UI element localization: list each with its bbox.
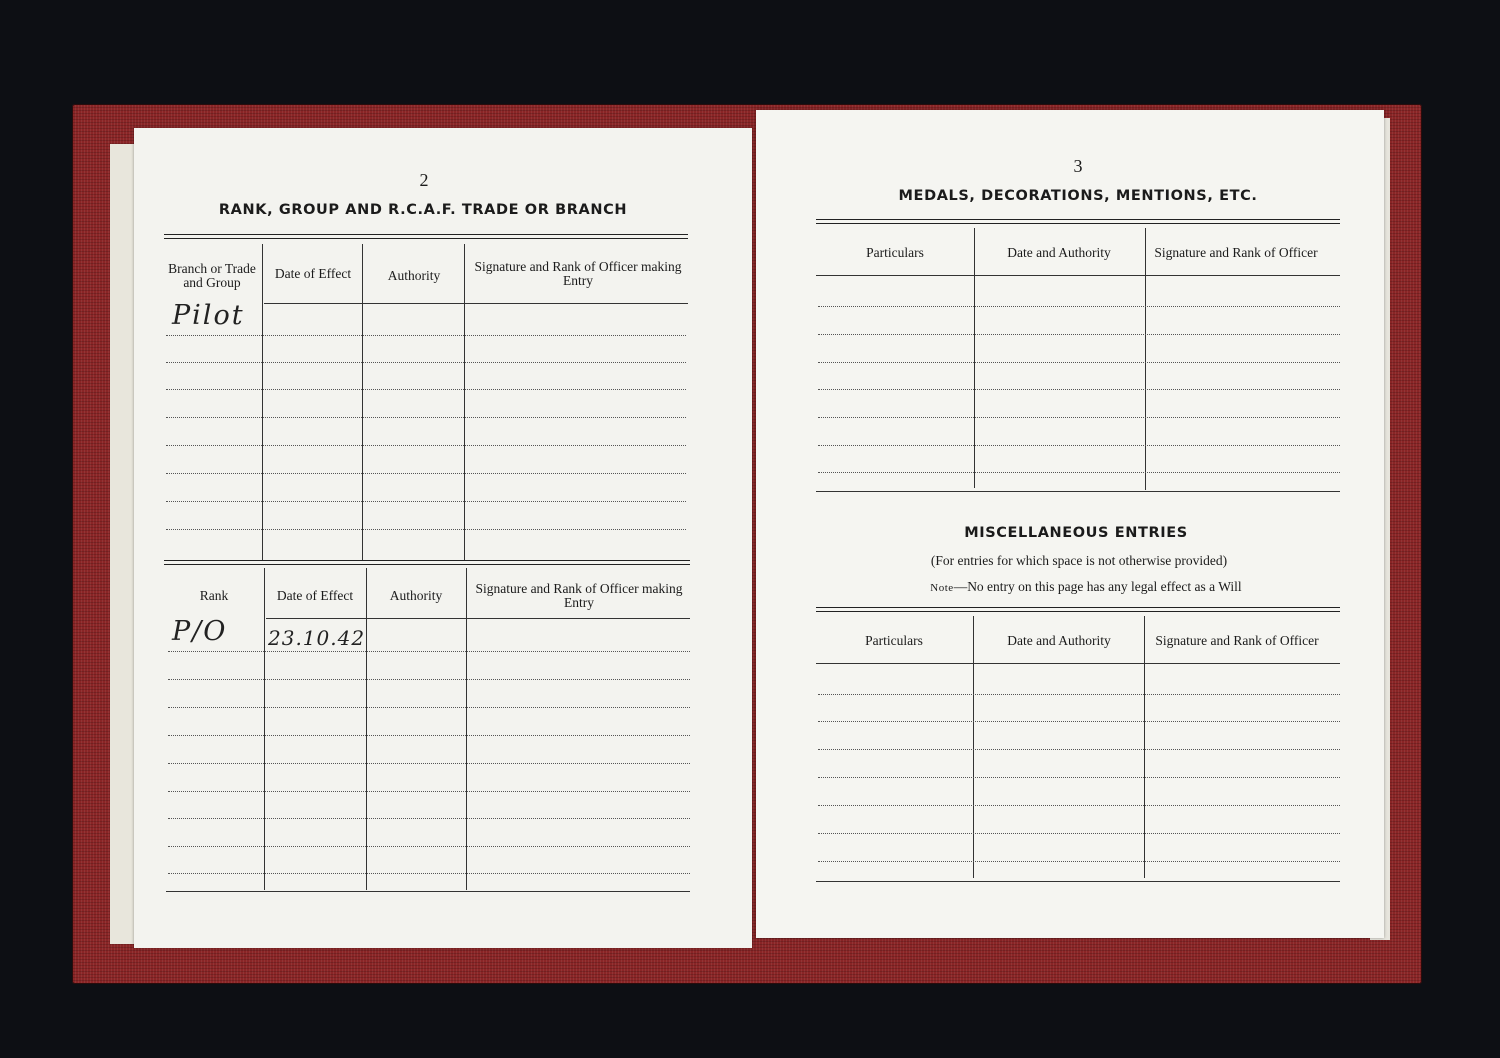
left-table1-header-signature: Signature and Rank of Officer making Entry bbox=[474, 259, 682, 288]
left-table2-header-signature: Signature and Rank of Officer making Entry bbox=[475, 581, 683, 610]
left-table2-header-date: Date of Effect bbox=[276, 588, 354, 603]
entry-line bbox=[818, 833, 1340, 834]
right-table1-header-rule bbox=[816, 275, 1340, 276]
left-table2-col-divider bbox=[466, 568, 467, 890]
left-table2-header-rule bbox=[266, 618, 690, 619]
entry-line bbox=[166, 473, 686, 474]
entry-line bbox=[818, 306, 1340, 307]
left-table2-handwritten-date: 23.10.42 bbox=[268, 626, 366, 650]
left-table2-handwritten-rank: P/O bbox=[172, 616, 228, 647]
right-table1-header-date-authority: Date and Authority bbox=[1007, 245, 1111, 260]
entry-line bbox=[168, 791, 690, 792]
entry-line bbox=[818, 417, 1340, 418]
entry-line bbox=[166, 389, 686, 390]
entry-line bbox=[168, 735, 690, 736]
right-page-heading: MEDALS, DECORATIONS, MENTIONS, ETC. bbox=[898, 188, 1258, 204]
entry-line bbox=[818, 721, 1340, 722]
right-table2-header-signature: Signature and Rank of Officer bbox=[1155, 633, 1319, 648]
misc-entries-note bbox=[816, 579, 1356, 595]
right-table2-header-date-authority: Date and Authority bbox=[1007, 633, 1111, 648]
right-table1-header-particulars: Particulars bbox=[866, 245, 924, 260]
right-table1-top-rule bbox=[816, 219, 1340, 224]
entry-line bbox=[166, 529, 686, 530]
left-table1-top-rule bbox=[164, 234, 688, 239]
left-page-heading: RANK, GROUP AND R.C.A.F. TRADE OR BRANCH bbox=[218, 202, 628, 218]
right-table1-header-signature: Signature and Rank of Officer bbox=[1154, 245, 1318, 260]
entry-line bbox=[818, 861, 1340, 862]
entry-line bbox=[818, 777, 1340, 778]
right-table1-bottom-rule bbox=[816, 491, 1340, 492]
entry-line bbox=[166, 445, 686, 446]
right-page-number: 3 bbox=[1073, 156, 1083, 176]
left-page-number: 2 bbox=[419, 170, 429, 190]
misc-entries-heading: MISCELLANEOUS ENTRIES bbox=[964, 525, 1188, 541]
note-text: —No entry on this page has any legal effect as a Will bbox=[953, 579, 1242, 594]
right-table2-top-rule bbox=[816, 607, 1340, 612]
left-table1-handwritten-branch: Pilot bbox=[172, 300, 245, 331]
left-table2-header-rank: Rank bbox=[199, 588, 229, 603]
left-table1-col-divider bbox=[464, 244, 465, 560]
left-table2-bottom-rule bbox=[166, 891, 690, 892]
entry-line bbox=[168, 679, 690, 680]
entry-line bbox=[818, 749, 1340, 750]
left-table1-header-authority: Authority bbox=[387, 268, 441, 283]
right-table1-col-divider bbox=[974, 228, 975, 488]
entry-line bbox=[168, 818, 690, 819]
entry-line bbox=[818, 472, 1340, 473]
entry-line bbox=[168, 707, 690, 708]
entry-line bbox=[818, 389, 1340, 390]
right-table2-col-divider bbox=[973, 616, 974, 878]
right-table2-header-particulars: Particulars bbox=[865, 633, 923, 648]
misc-entries-subtitle: (For entries for which space is not otherwise provided) bbox=[930, 553, 1228, 568]
left-table2-header-authority: Authority bbox=[389, 588, 443, 603]
right-table2-bottom-rule bbox=[816, 881, 1340, 882]
entry-line bbox=[166, 501, 686, 502]
entry-line bbox=[818, 694, 1340, 695]
entry-line bbox=[818, 334, 1340, 335]
entry-line bbox=[168, 846, 690, 847]
entry-line bbox=[818, 805, 1340, 806]
entry-line bbox=[168, 763, 690, 764]
right-table2-col-divider bbox=[1144, 616, 1145, 878]
entry-line bbox=[818, 362, 1340, 363]
entry-line bbox=[166, 417, 686, 418]
left-table1-col-divider bbox=[362, 244, 363, 560]
left-table1-header-branch: Branch or Trade and Group bbox=[168, 261, 256, 290]
right-table1-col-divider bbox=[1145, 228, 1146, 490]
left-table2-col-divider bbox=[366, 568, 367, 890]
entry-line bbox=[168, 873, 690, 874]
left-table1-col-divider bbox=[262, 244, 263, 560]
left-table1-header-rule bbox=[264, 303, 688, 304]
note-label: Note bbox=[930, 582, 954, 594]
left-table1-header-date: Date of Effect bbox=[274, 266, 352, 281]
entry-line bbox=[166, 362, 686, 363]
entry-line bbox=[818, 445, 1340, 446]
entry-line bbox=[166, 335, 686, 336]
left-table2-col-divider bbox=[264, 568, 265, 890]
entry-line bbox=[168, 651, 690, 652]
left-table1-bottom-rule bbox=[164, 560, 690, 565]
right-table2-header-rule bbox=[816, 663, 1340, 664]
